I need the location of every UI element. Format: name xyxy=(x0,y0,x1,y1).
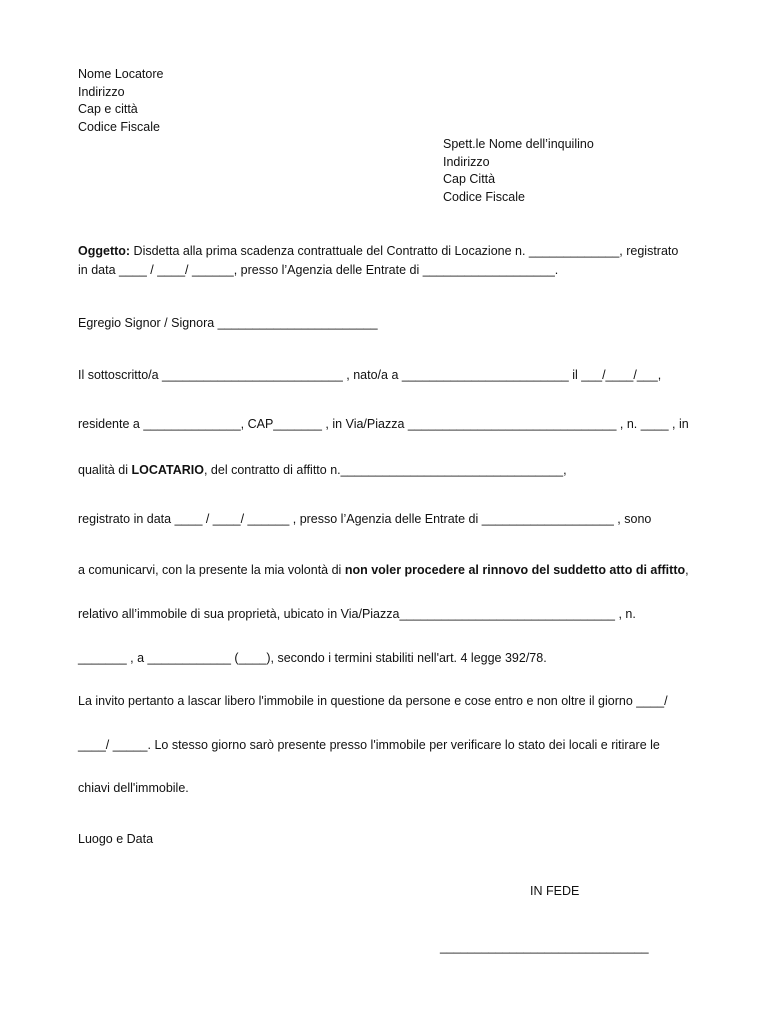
sender-name: Nome Locatore xyxy=(78,67,164,81)
sender-city: Cap e città xyxy=(78,102,138,116)
body-line-8: La invito pertanto a lascar libero l'immobile in questione da persone e cose entro e non oltre il giorno ____/ xyxy=(78,694,668,708)
body-line-5 xyxy=(78,562,689,579)
body-line-10: chiavi dell'immobile. xyxy=(78,781,189,795)
body-line-4: registrato in data ____ / ____/ ______ , presso l’Agenzia delle Entrate di ___________________ , sono xyxy=(78,512,652,526)
body-line-3 xyxy=(78,462,567,479)
sender-tax-code: Codice Fiscale xyxy=(78,119,160,134)
body-line-1: Il sottoscritto/a __________________________ , nato/a a ________________________ il ___/____/___, xyxy=(78,368,662,382)
sender-block xyxy=(78,66,163,136)
body-line-5-pre: a comunicarvi, con la presente la mia volontà di xyxy=(78,563,345,577)
recipient-name: Spett.le Nome dell’inquilino xyxy=(443,137,594,151)
greeting: Egregio Signor / Signora _______________________ xyxy=(78,316,378,330)
recipient-block xyxy=(443,136,594,206)
subject-text-1: Disdetta alla prima scadenza contrattuale del Contratto di Locazione n. _____________, registrato xyxy=(130,244,679,258)
body-line-3-pre: qualità di xyxy=(78,463,132,477)
body-line-5-post: , xyxy=(685,563,689,577)
body-line-6: relativo all’immobile di sua proprietà, ubicato in Via/Piazza_______________________________ , n. xyxy=(78,607,636,621)
signature-line: ______________________________ xyxy=(440,940,649,954)
sender-address: Indirizzo xyxy=(78,84,125,99)
body-line-9: ____/ _____. Lo stesso giorno sarò presente presso l'immobile per verificare lo stato dei locali e ritirare le xyxy=(78,738,660,752)
recipient-tax-code: Codice Fiscale xyxy=(443,189,525,204)
body-line-7: _______ , a ____________ (____), secondo i termini stabiliti nell'art. 4 legge 392/78. xyxy=(78,651,547,665)
subject-line-1 xyxy=(78,243,678,260)
subject-line-2: in data ____ / ____/ ______, presso l’Agenzia delle Entrate di ___________________. xyxy=(78,263,559,277)
recipient-city: Cap Città xyxy=(443,172,496,186)
recipient-address: Indirizzo xyxy=(443,154,490,169)
body-line-3-bold: LOCATARIO xyxy=(131,463,204,477)
subject-label: Oggetto: xyxy=(78,244,131,258)
place-date: Luogo e Data xyxy=(78,832,154,846)
body-line-2: residente a ______________, CAP_______ , in Via/Piazza ______________________________ , n. ____ , in xyxy=(78,417,689,431)
body-line-3-post: , del contratto di affitto n.________________________________, xyxy=(203,463,567,477)
closing: IN FEDE xyxy=(530,884,580,898)
body-line-5-bold: non voler procedere al rinnovo del suddetto atto di affitto xyxy=(344,563,686,577)
